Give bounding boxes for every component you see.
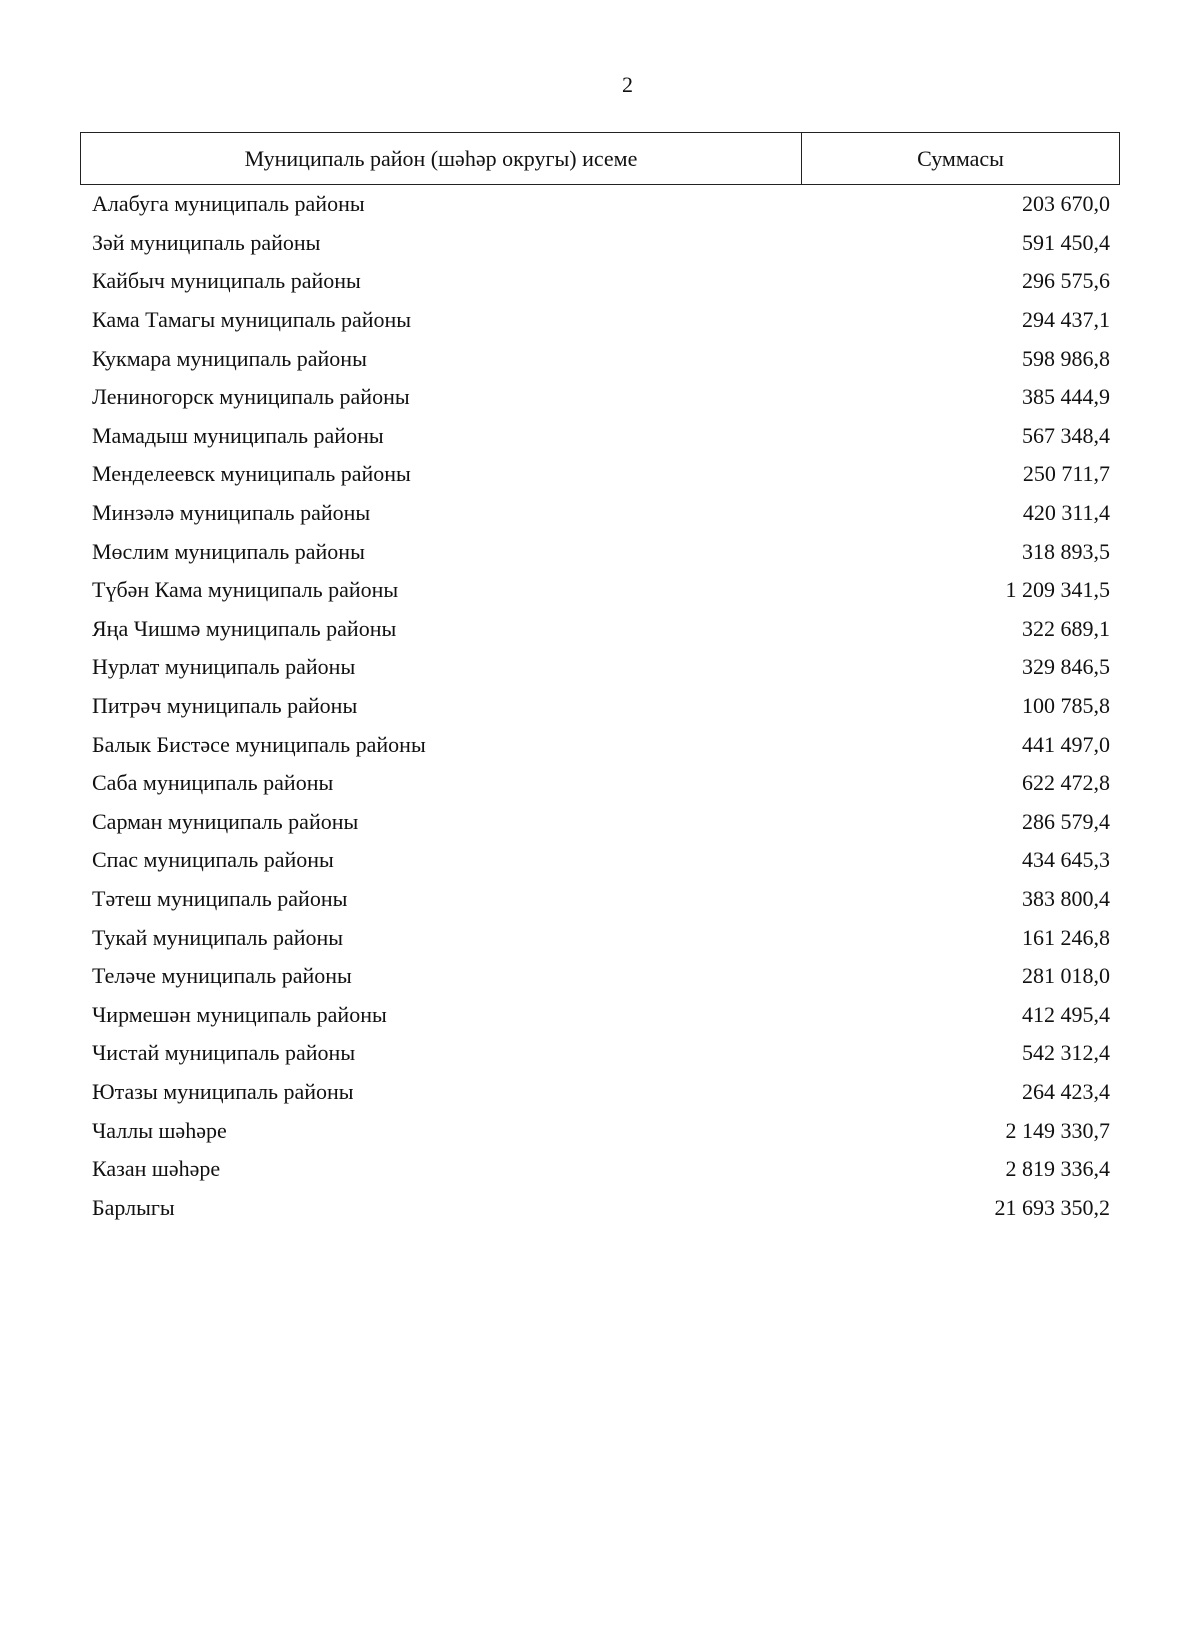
table-row xyxy=(80,725,1120,764)
table-row xyxy=(80,957,1120,996)
table-row xyxy=(80,880,1120,919)
row-sum: 250 711,7 xyxy=(1022,461,1110,487)
table-row xyxy=(80,1188,1120,1227)
row-sum: 281 018,0 xyxy=(1022,963,1110,989)
row-sum: 385 444,9 xyxy=(1022,384,1110,410)
table-row xyxy=(80,532,1120,571)
table-row xyxy=(80,455,1120,494)
header-sum-column: Суммасы xyxy=(917,145,1004,171)
row-sum: 383 800,4 xyxy=(1022,885,1110,911)
row-sum: 434 645,3 xyxy=(1022,847,1110,873)
table-row xyxy=(80,648,1120,687)
row-name: Яңа Чишмә муниципаль районы xyxy=(92,615,397,641)
table-row xyxy=(80,571,1120,610)
row-name: Лениногорск муниципаль районы xyxy=(92,384,410,410)
page-number: 2 xyxy=(622,72,633,97)
table-row xyxy=(80,803,1120,842)
row-name: Сарман муниципаль районы xyxy=(92,808,359,834)
row-name: Теләче муниципаль районы xyxy=(92,963,352,989)
row-sum: 329 846,5 xyxy=(1022,654,1110,680)
row-sum: 441 497,0 xyxy=(1022,731,1110,757)
table-header xyxy=(80,132,1120,185)
row-sum: 598 986,8 xyxy=(1022,345,1110,371)
row-name: Чистай муниципаль районы xyxy=(92,1040,356,1066)
row-sum: 322 689,1 xyxy=(1022,615,1110,641)
row-sum: 1 209 341,5 xyxy=(1005,577,1110,603)
row-name: Ютазы муниципаль районы xyxy=(92,1078,354,1104)
row-name: Мамадыш муниципаль районы xyxy=(92,422,384,448)
table-row xyxy=(80,262,1120,301)
row-name: Алабуга муниципаль районы xyxy=(92,191,365,217)
table-row xyxy=(80,494,1120,533)
row-name: Кайбыч муниципаль районы xyxy=(92,268,361,294)
row-sum: 318 893,5 xyxy=(1022,538,1110,564)
row-sum: 21 693 350,2 xyxy=(994,1194,1110,1220)
row-name: Зәй муниципаль районы xyxy=(92,229,321,255)
row-sum: 296 575,6 xyxy=(1022,268,1110,294)
row-name: Түбән Кама муниципаль районы xyxy=(92,577,399,603)
row-name: Спас муниципаль районы xyxy=(92,847,334,873)
table-row xyxy=(80,764,1120,803)
table-row xyxy=(80,610,1120,649)
row-name: Менделеевск муниципаль районы xyxy=(92,461,411,487)
row-name: Кукмара муниципаль районы xyxy=(92,345,367,371)
row-sum: 622 472,8 xyxy=(1022,770,1110,796)
row-name: Балык Бистәсе муниципаль районы xyxy=(92,731,426,757)
row-name: Питрәч муниципаль районы xyxy=(92,693,358,719)
row-name: Саба муниципаль районы xyxy=(92,770,334,796)
row-sum: 591 450,4 xyxy=(1022,229,1110,255)
table-row xyxy=(80,1073,1120,1112)
row-sum: 203 670,0 xyxy=(1022,191,1110,217)
table-row xyxy=(80,301,1120,340)
row-name: Минзәлә муниципаль районы xyxy=(92,500,371,526)
row-name: Чирмешән муниципаль районы xyxy=(92,1001,387,1027)
row-sum: 161 246,8 xyxy=(1022,924,1110,950)
row-name: Чаллы шәһәре xyxy=(92,1117,227,1143)
row-name: Казан шәһәре xyxy=(92,1156,221,1182)
row-sum: 100 785,8 xyxy=(1022,693,1110,719)
row-sum: 412 495,4 xyxy=(1022,1001,1110,1027)
row-name: Кама Тамагы муниципаль районы xyxy=(92,307,412,333)
row-sum: 567 348,4 xyxy=(1022,422,1110,448)
allocation-table xyxy=(80,132,1120,1227)
row-name: Тукай муниципаль районы xyxy=(92,924,344,950)
row-sum: 286 579,4 xyxy=(1022,808,1110,834)
table-row xyxy=(80,918,1120,957)
table-row xyxy=(80,224,1120,263)
table-row xyxy=(80,1150,1120,1189)
table-row xyxy=(80,1034,1120,1073)
header-name-column: Муниципаль район (шәһәр округы) исеме xyxy=(81,133,802,184)
row-sum: 542 312,4 xyxy=(1022,1040,1110,1066)
table-row xyxy=(80,185,1120,224)
row-sum: 294 437,1 xyxy=(1022,307,1110,333)
row-name: Тәтеш муниципаль районы xyxy=(92,885,348,911)
table-body xyxy=(80,185,1120,1227)
row-sum: 420 311,4 xyxy=(1022,500,1110,526)
row-sum: 2 149 330,7 xyxy=(1005,1117,1110,1143)
row-name: Мөслим муниципаль районы xyxy=(92,538,365,564)
table-row xyxy=(80,687,1120,726)
row-sum: 264 423,4 xyxy=(1022,1078,1110,1104)
table-row xyxy=(80,417,1120,456)
row-name: Барлыгы xyxy=(92,1194,175,1220)
table-row xyxy=(80,378,1120,417)
table-row xyxy=(80,339,1120,378)
table-row xyxy=(80,841,1120,880)
row-name: Нурлат муниципаль районы xyxy=(92,654,356,680)
table-row xyxy=(80,995,1120,1034)
table-row xyxy=(80,1111,1120,1150)
row-sum: 2 819 336,4 xyxy=(1005,1156,1110,1182)
